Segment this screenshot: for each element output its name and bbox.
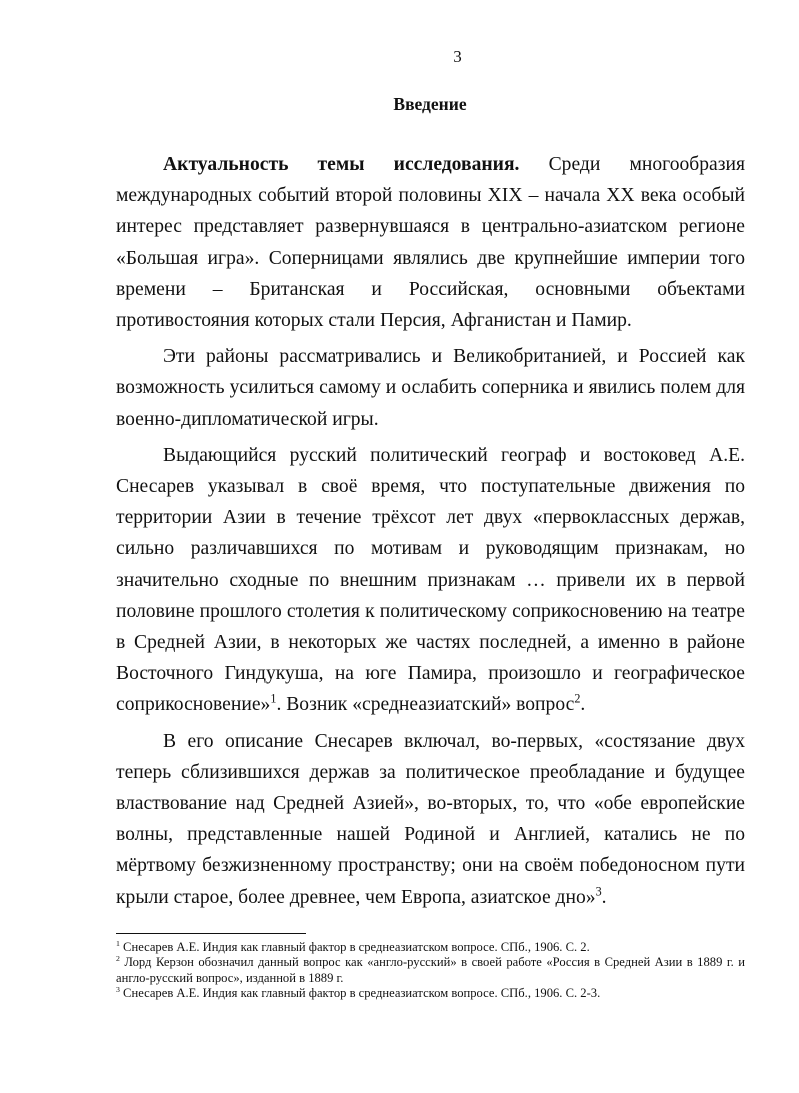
bold-lead: Актуальность темы исследования. bbox=[163, 154, 520, 175]
footnote-ref-1: 1 bbox=[270, 691, 277, 706]
footnote-number: 2 bbox=[116, 954, 120, 964]
paragraph-text: Выдающийся русский политический географ и востоковед А.Е. Снесарев указывал в своё время, что поступательные движения по территории Азии в течение трёхсот лет двух «первоклассных держав, сильно различавшихся по мотивам и руководящим признакам, но значительно сходные по внешним признакам … привели их в первой половине прошлого столетия к политическому соприкосновению на театре в Средней Азии, в некоторых же частях последней, а именно в районе Восточного Гиндукуша, на юге Памира, произошло и географическое соприкосновение» bbox=[116, 444, 745, 716]
paragraph-1 bbox=[116, 149, 745, 336]
footnote-1 bbox=[116, 940, 745, 955]
footnote-text: Снесарев А.Е. Индия как главный фактор в среднеазиатском вопросе. СПб., 1906. С. 2. bbox=[119, 940, 590, 954]
body-text bbox=[116, 149, 745, 913]
paragraph-3 bbox=[116, 440, 745, 721]
footnote-2 bbox=[116, 955, 745, 986]
footnote-number: 3 bbox=[116, 984, 120, 994]
footnote-separator bbox=[116, 933, 306, 934]
paragraph-4 bbox=[116, 726, 745, 913]
footnote-3 bbox=[116, 986, 745, 1001]
paragraph-text: Среди многообразия международных событий второй половины XIX – начала XX века особый интерес представляет развернувшаяся в центрально-азиатском регионе «Большая игра». Соперницами являлись две крупнейшие империи того времени – Британская и Российская, основными объектами противостояния которых стали Персия, Афганистан и Памир. bbox=[116, 154, 745, 332]
page-number: 3 bbox=[453, 47, 462, 66]
paragraph-text: В его описание Снесарев включал, во-первых, «состязание двух теперь сблизившихся держав за политическое преобладание и будущее властвование над Средней Азией», во-вторых, то, что «обе европейские волны, представленные нашей Родиной и Англией, катались не по мёртвому безжизненному пространству; они на своём победоносном пути крыли старое, более древнее, чем Европа, азиатское дно» bbox=[116, 730, 745, 908]
paragraph-text: Эти районы рассматривались и Великобританией, и Россией как возможность усилиться самому и ослабить соперника и явились полем для военно-дипломатической игры. bbox=[116, 346, 745, 430]
paragraph-text: . Возник «среднеазиатский» вопрос bbox=[276, 694, 575, 716]
footnote-text: Снесарев А.Е. Индия как главный фактор в среднеазиатском вопросе. СПб., 1906. С. 2-3. bbox=[119, 985, 601, 1000]
section-heading: Введение bbox=[393, 94, 467, 114]
paragraph-text: . bbox=[601, 886, 607, 908]
footnote-number: 1 bbox=[116, 938, 120, 948]
paragraph-text: . bbox=[580, 694, 586, 716]
footnotes bbox=[116, 940, 745, 1001]
paragraph-2 bbox=[116, 341, 745, 435]
footnote-ref-2: 2 bbox=[574, 691, 581, 706]
footnote-text: Лорд Керзон обозначил данный вопрос как «англо-русский» в своей работе «Россия в Средней Азии в 1889 г. и англо-русский вопрос», изданной в 1889 г. bbox=[116, 955, 745, 985]
footnote-ref-3: 3 bbox=[595, 884, 602, 899]
